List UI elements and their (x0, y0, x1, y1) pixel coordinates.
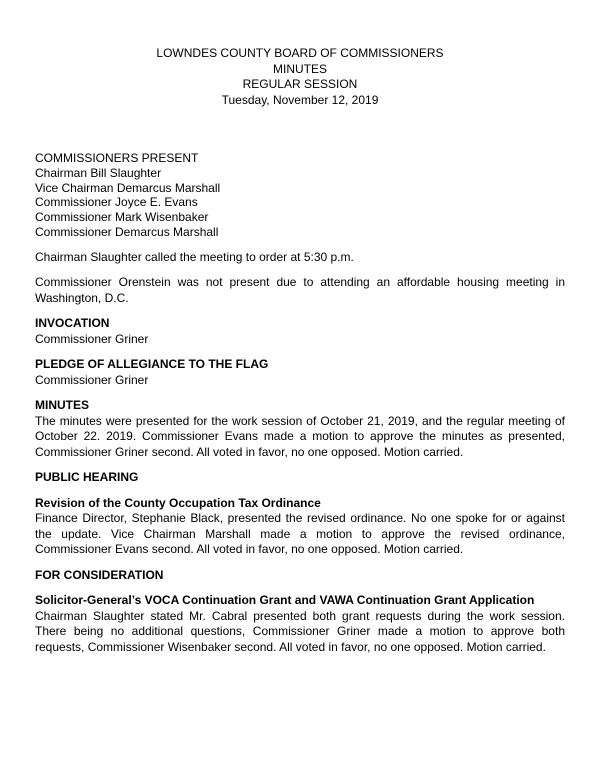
doc-title: LOWNDES COUNTY BOARD OF COMMISSIONERS (156, 46, 444, 60)
section-heading: Revision of the County Occupation Tax Ordinance (35, 495, 321, 510)
absence-note-paragraph: Commissioner Orenstein was not present due to attending an affordable housing meeting in Washington, D.C. (35, 275, 565, 305)
section-minutes (35, 398, 565, 460)
section-body: Commissioner Griner (35, 372, 149, 387)
section-heading: FOR CONSIDERATION (35, 567, 164, 582)
section-body: The minutes were presented for the work session of October 21, 2019, and the regular meeting of October 22. 2019. Commissioner Evans made a motion to approve the minutes as presented, Commissioner Griner second. All voted in favor, no one opposed. Motion carried. (35, 413, 565, 459)
section-heading: INVOCATION (35, 316, 110, 331)
section-pledge (35, 357, 565, 388)
section-heading: Solicitor-General’s VOCA Continuation Grant and VAWA Continuation Grant Application (35, 593, 535, 608)
section-body: Chairman Slaughter stated Mr. Cabral presented both grant requests during the work session. There being no additional questions, Commissioner Griner made a motion to approve both requests, Commissioner Wisenbaker second. All voted in favor, no one opposed. Motion carried. (35, 608, 565, 654)
doc-subtitle-minutes: MINUTES (273, 61, 327, 76)
section-public-hearing (35, 470, 565, 486)
commissioners-present-section (35, 151, 565, 240)
section-heading: MINUTES (35, 398, 89, 413)
section-body: Commissioner Griner (35, 331, 149, 346)
section-body: Finance Director, Stephanie Black, presented the revised ordinance. No one spoke for or against the update. Vice Chairman Marshall made a motion to approve the revised ordinance, Commissioner Evans second. All voted in favor, no one opposed. Motion carried. (35, 511, 565, 557)
section-heading: PLEDGE OF ALLEGIANCE TO THE FLAG (35, 357, 269, 372)
attendance-member: Commissioner Demarcus Marshall (35, 224, 219, 239)
doc-subtitle-session: REGULAR SESSION (242, 77, 358, 91)
section-invocation (35, 316, 565, 347)
attendance-heading: COMMISSIONERS PRESENT (35, 151, 199, 165)
attendance-member: Commissioner Mark Wisenbaker (35, 210, 209, 225)
section-for-consideration (35, 568, 565, 584)
attendance-member: Commissioner Joyce E. Evans (35, 195, 198, 210)
document-header (35, 46, 565, 108)
call-to-order-paragraph: Chairman Slaughter called the meeting to order at 5:30 p.m. (35, 249, 354, 264)
attendance-member: Vice Chairman Demarcus Marshall (35, 180, 221, 195)
section-heading: PUBLIC HEARING (35, 470, 139, 485)
attendance-member: Chairman Bill Slaughter (35, 165, 162, 180)
section-voca-vawa-grants (35, 593, 565, 655)
section-occupation-tax-ordinance (35, 496, 565, 558)
doc-date: Tuesday, November 12, 2019 (221, 92, 379, 107)
